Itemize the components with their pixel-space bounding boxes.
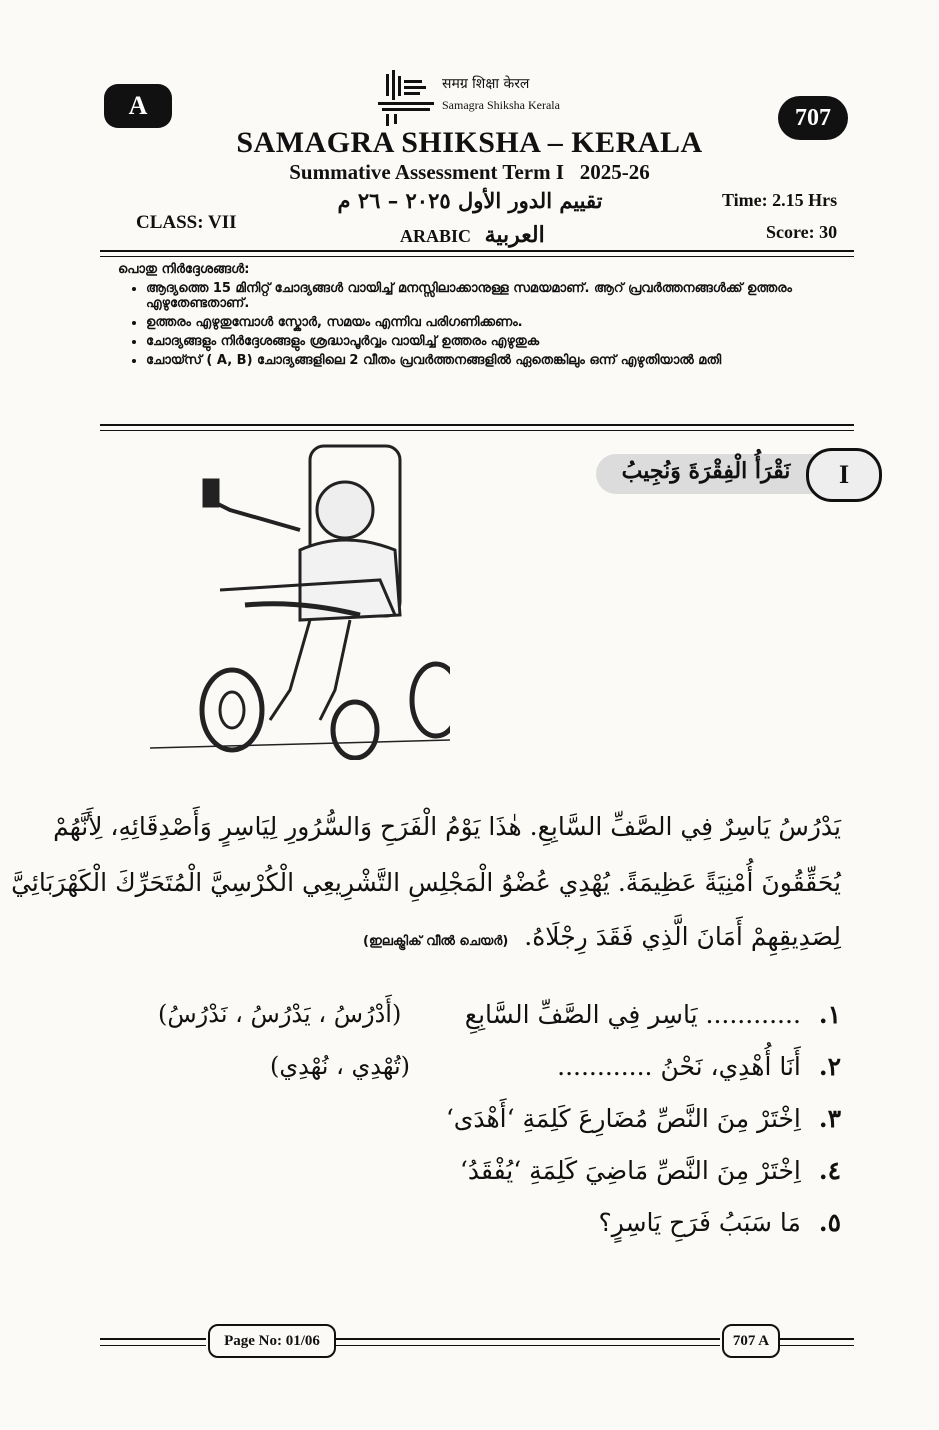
question-text: اِخْتَرْ مِنَ النَّصِّ مُضَارِعَ كَلِمَةِ ‘أَهْدَى‘ <box>445 1104 801 1133</box>
header-rule-top <box>100 250 854 252</box>
passage-line-3 <box>363 922 841 951</box>
instruction-item: • ചോദ്യങ്ങളും നിർദ്ദേശങ്ങളും ശ്രദ്ധാപൂർവ്വം വായിച്ച് ഉത്തരം എഴുതുക <box>146 334 838 349</box>
page-number: Page No: 01/06 <box>208 1324 336 1358</box>
footer-rule-right <box>778 1338 854 1346</box>
wheelchair-illustration <box>150 440 450 760</box>
score-label: Score: 30 <box>766 222 838 242</box>
instructions-rule-top <box>100 424 854 426</box>
question-number: ١. <box>818 1000 841 1029</box>
question-1 <box>465 1000 841 1029</box>
passage-line-2: يُحَقِّقُونَ أُمْنِيَةً عَظِيمَةً. يُهْدِي عُضْوُ الْمَجْلِسِ التَّشْرِيعِي الْكُرْسِيَّ الْمُتَحَرِّكَ الْكَهْرَبَائِيَّ <box>11 868 841 897</box>
instruction-item: • ഉത്തരം എഴുതുമ്പോൾ സ്കോർ, സമയം എന്നിവ പരിഗണിക്കണം. <box>146 315 838 330</box>
exam-title-arabic: تقييم الدور الأول ٢٠٢٥ – ٢٦ م <box>337 188 603 213</box>
class-label: CLASS: VII <box>136 212 237 233</box>
set-badge: A <box>104 84 172 128</box>
subject-en: ARABIC <box>400 226 472 246</box>
org-title: SAMAGRA SHIKSHA – KERALA <box>236 126 703 159</box>
question-5 <box>599 1208 841 1237</box>
paper-code-badge: 707 <box>778 96 848 140</box>
section-heading <box>596 448 884 500</box>
question-3 <box>446 1104 841 1133</box>
question-number: ٢. <box>818 1052 841 1081</box>
question-text: مَا سَبَبُ فَرَحِ يَاسِرٍ؟ <box>598 1208 801 1237</box>
section-title: نَقْرَأُ الْفِقْرَةَ وَنُجِيبُ <box>621 458 791 484</box>
footer-code: 707 A <box>722 1324 780 1358</box>
logo-text-hindi: समग्र शिक्षा केरल <box>442 76 530 92</box>
passage-gloss: (ഇലക്ട്രിക് വീൽ ചെയർ) <box>363 934 509 949</box>
question-2-options: (تُهْدِي ، نُهْدِي) <box>270 1052 410 1080</box>
passage-line-3-arabic: لِصَدِيقِهِمْ أَمَانَ الَّذِي فَقَدَ رِجْلَاهُ. <box>524 922 841 951</box>
question-number: ٤. <box>818 1156 841 1185</box>
instructions-heading: പൊതു നിർദ്ദേശങ്ങൾ: <box>118 262 250 277</box>
logo-icon <box>376 70 438 126</box>
question-2 <box>557 1052 841 1081</box>
instructions-rule-bottom <box>100 430 854 431</box>
instruction-item: • ആദ്യത്തെ 15 മിനിറ്റ് ചോദ്യങ്ങൾ വായിച്ച് മനസ്സിലാക്കാനുള്ള സമയമാണ്. ആറ് പ്രവർത്തനങ്ങൾക്ക് ഉത്തരം എഴുതേണ്ടതാണ്. <box>146 281 838 311</box>
question-1-options: (أَدْرُسُ ، يَدْرُسُ ، نَدْرُسُ) <box>158 1000 402 1028</box>
passage-line-1: يَدْرُسُ يَاسِرٌ فِي الصَّفِّ السَّابِعِ. هٰذَا يَوْمُ الْفَرَحِ وَالسُّرُورِ لِيَاسِرٍ وَأَصْدِقَائِهِ، لِأَنَّهُمْ <box>53 812 841 841</box>
subject-ar: العربية <box>484 222 545 248</box>
footer-rule-middle <box>334 1338 720 1346</box>
question-text: ............ يَاسِر فِي الصَّفِّ السَّابِعِ <box>464 1000 801 1029</box>
time-label: Time: 2.15 Hrs <box>722 190 838 210</box>
subject-label <box>400 222 545 248</box>
question-number: ٥. <box>818 1208 841 1237</box>
question-text: اِخْتَرْ مِنَ النَّصِّ مَاضِيَ كَلِمَةِ ‘يُفْقَدُ‘ <box>459 1156 801 1185</box>
question-4 <box>460 1156 841 1185</box>
section-number: I <box>806 448 882 502</box>
logo-text-en: Samagra Shiksha Kerala <box>442 98 560 112</box>
instructions <box>118 262 838 372</box>
instructions-list <box>118 281 838 368</box>
footer-rule-left <box>100 1338 206 1346</box>
question-number: ٣. <box>818 1104 841 1133</box>
logo <box>376 70 576 126</box>
exam-title: Summative Assessment Term I 2025-26 <box>289 160 650 184</box>
header-rule-bottom <box>100 256 854 257</box>
instruction-item: • ചോയ്സ് ( A, B) ചോദ്യങ്ങളിലെ 2 വീതം പ്രവർത്തനങ്ങളിൽ ഏതെങ്കിലും ഒന്ന് എഴുതിയാൽ മതി <box>146 353 838 368</box>
question-text: أَنَا أُهْدِي، نَحْنُ ............ <box>557 1052 801 1081</box>
